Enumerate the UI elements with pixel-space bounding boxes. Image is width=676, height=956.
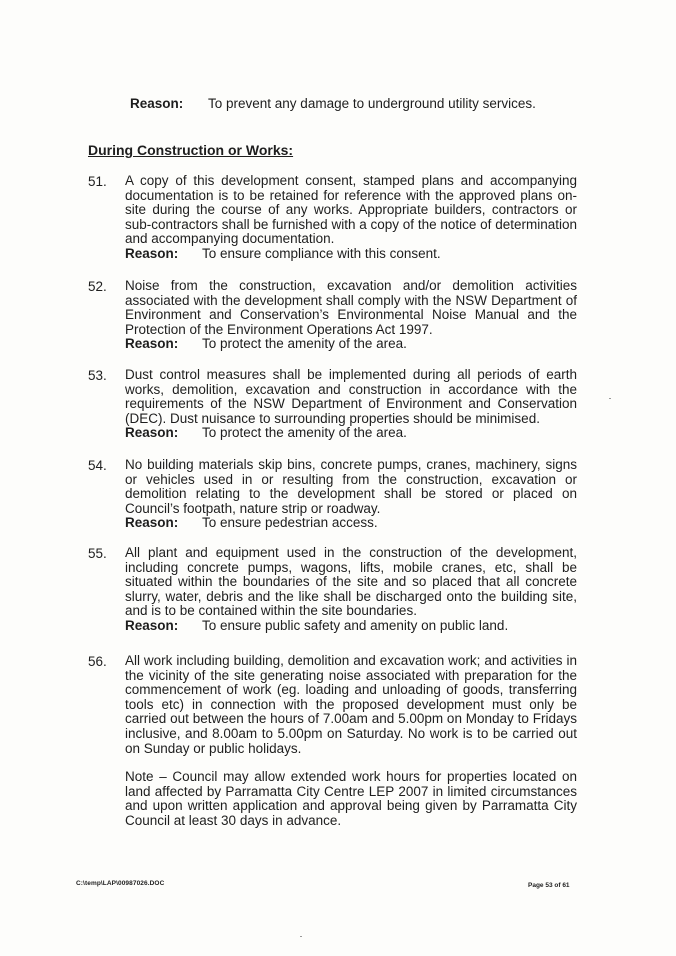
reason-text: To ensure public safety and amenity on public land. — [202, 617, 509, 633]
condition-text: A copy of this development consent, stamped plans and accompanying documentation is to be retained for reference with the approved plans on-site during the course of any works. Appropriate builders, contractors or sub-contractors shall be furnished with a copy of the notice of determination and accompanying documentation. — [125, 173, 577, 247]
condition-reason — [125, 426, 577, 441]
condition-number: 51. — [88, 174, 107, 189]
condition-number: 52. — [88, 279, 107, 294]
footer-file-path: C:\temp\LAP\00987026.DOC — [76, 880, 165, 887]
condition-number: 54. — [88, 458, 107, 473]
scan-speck — [609, 398, 611, 399]
condition-text: No building materials skip bins, concrete pumps, cranes, machinery, signs or vehicles used in or resulting from the construction, excavation or demolition relating to the development shall be stored or placed on Council’s footpath, nature strip or roadway. — [125, 457, 577, 516]
condition-text: All plant and equipment used in the construction of the development, including concrete pumps, wagons, lifts, mobile cranes, etc, shall be situated within the boundaries of the site and so placed that all concrete slurry, water, debris and the like shall be discharged onto the building site, and is to be contained within the site boundaries. — [125, 545, 577, 619]
condition-reason — [125, 337, 577, 352]
reason-text: To protect the amenity of the area. — [202, 425, 407, 441]
condition-number: 55. — [88, 546, 107, 561]
condition-text: All work including building, demolition and excavation work; and activities in the vicinity of the site generating noise associated with preparation for the commencement of work (eg. loading and unloading of goods, transferring tools etc) in connection with the proposed development must only be carried out between the hours of 7.00am and 5.00pm on Monday to Fridays inclusive, and 8.00am to 5.00pm on Saturday. No work is to be carried out on Sunday or public holidays. — [125, 653, 577, 756]
previous-condition-reason — [130, 96, 536, 111]
reason-label: Reason: — [125, 336, 179, 352]
condition-text: Dust control measures shall be implemented during all periods of earth works, demolition, excavation and construction in accordance with the requirements of the NSW Department of Environment and Conservation (DEC). Dust nuisance to surrounding properties should be minimised. — [125, 367, 577, 426]
condition-number: 56. — [88, 654, 107, 669]
reason-text: To prevent any damage to underground utility services. — [208, 96, 536, 111]
reason-label: Reason: — [125, 425, 179, 441]
reason-text: To ensure compliance with this consent. — [202, 245, 441, 261]
reason-label: Reason: — [125, 617, 179, 633]
condition-number: 53. — [88, 368, 107, 383]
condition-note: Note – Council may allow extended work hours for properties located on land affected by Parramatta City Centre LEP 2007 in limited circumstances and upon written application and approval being given by Parramatta City Council at least 30 days in advance. — [125, 769, 577, 828]
condition-reason — [125, 516, 577, 531]
condition-text: Noise from the construction, excavation and/or demolition activities associated with the development shall comply with the NSW Department of Environment and Conservation’s Environmental Noise Manual and the Protection of the Environment Operations Act 1997. — [125, 278, 577, 337]
condition-reason — [125, 619, 577, 634]
condition-reason — [125, 247, 577, 262]
reason-label: Reason: — [125, 245, 179, 261]
section-heading: During Construction or Works: — [88, 142, 294, 158]
footer-page-number: Page 53 of 61 — [528, 882, 570, 889]
reason-text: To ensure pedestrian access. — [202, 515, 378, 531]
reason-label: Reason: — [130, 96, 184, 111]
reason-label: Reason: — [125, 515, 179, 531]
scan-speck — [300, 936, 302, 937]
reason-text: To protect the amenity of the area. — [202, 336, 407, 352]
